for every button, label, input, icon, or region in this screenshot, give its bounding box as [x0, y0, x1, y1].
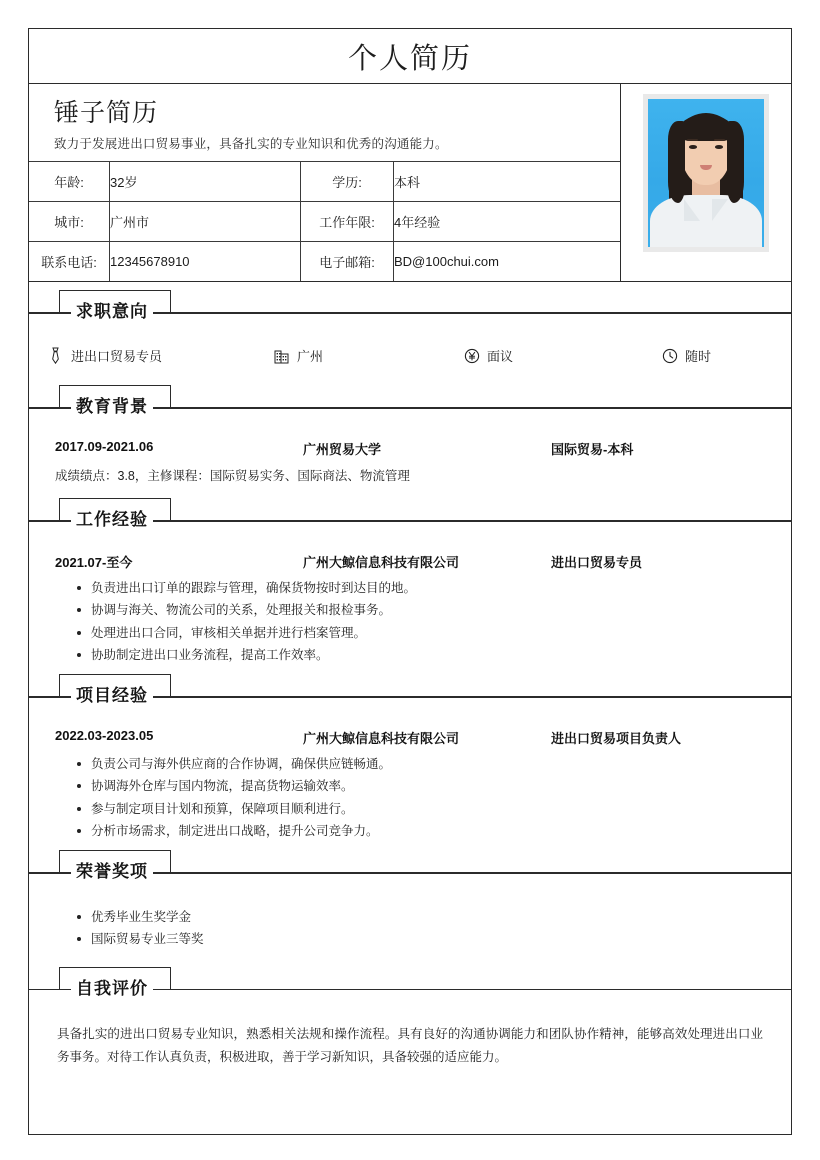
info-label-education: 学历:: [301, 162, 394, 202]
section-title-education: 教育背景: [71, 392, 153, 417]
intent-availability: [661, 346, 711, 365]
education-school: 广州贸易大学: [303, 442, 382, 457]
education-entry-header: [55, 433, 765, 462]
table-row: [29, 242, 620, 282]
intent-salary: [463, 346, 661, 365]
building-icon: [273, 347, 290, 364]
intent-position: [47, 346, 273, 365]
info-label-age: 年龄:: [29, 162, 110, 202]
work-entry-header: [55, 546, 765, 575]
section-project-experience: [29, 680, 791, 842]
avatar: [643, 94, 769, 252]
section-header-project: [29, 680, 791, 714]
project-role: 进出口贸易项目负责人: [551, 731, 682, 746]
info-value-phone: 12345678910: [110, 242, 301, 282]
summary-body: [29, 1007, 791, 1069]
section-header-job-intent: [29, 296, 791, 330]
list-item: 协调海外仓库与国内物流，提高货物运输效率。: [77, 775, 765, 797]
education-major: 国际贸易-本科: [551, 442, 634, 457]
section-title-work: 工作经验: [71, 505, 153, 530]
page-title: 个人简历: [347, 42, 472, 75]
basic-info-table: [29, 161, 620, 281]
work-role: 进出口贸易专员: [551, 555, 643, 570]
education-date: 2017.09-2021.06: [55, 439, 154, 454]
intent-salary-text: 面议: [487, 349, 514, 364]
list-item: 参与制定项目计划和预算，保障项目顺利进行。: [77, 798, 765, 820]
section-self-summary: [29, 973, 791, 1069]
clock-icon: [661, 347, 678, 364]
section-header-work: [29, 504, 791, 538]
project-bullet-list: [55, 753, 765, 842]
intent-city-text: 广州: [297, 349, 324, 364]
list-item: 负责进出口订单的跟踪与管理，确保货物按时到达目的地。: [77, 577, 765, 599]
list-item: 分析市场需求，制定进出口战略，提升公司竞争力。: [77, 820, 765, 842]
info-value-email: BD@100chui.com: [394, 242, 621, 282]
list-item: 优秀毕业生奖学金: [77, 906, 765, 928]
section-job-intent: [29, 296, 791, 377]
section-title-honors: 荣誉奖项: [71, 857, 153, 882]
info-value-city: 广州市: [110, 202, 301, 242]
list-item: 协调与海关、物流公司的关系，处理报关和报检事务。: [77, 599, 765, 621]
work-date: 2021.07-至今: [55, 555, 133, 570]
intent-availability-text: 随时: [685, 349, 712, 364]
section-header-summary: [29, 973, 791, 1007]
list-item: 国际贸易专业三等奖: [77, 928, 765, 950]
list-item: 负责公司与海外供应商的合作协调，确保供应链畅通。: [77, 753, 765, 775]
list-item: 处理进出口合同，审核相关单据并进行档案管理。: [77, 622, 765, 644]
section-title-project: 项目经验: [71, 681, 153, 706]
section-title-job-intent: 求职意向: [71, 297, 153, 322]
info-value-education: 本科: [394, 162, 621, 202]
yen-circle-icon: [463, 347, 480, 364]
project-company: 广州大鲸信息科技有限公司: [303, 731, 460, 746]
section-work-experience: [29, 504, 791, 666]
work-bullet-list: [55, 577, 765, 666]
job-intent-row: [29, 330, 791, 377]
education-detail: 成绩绩点：3.8，主修课程：国际贸易实务、国际商法、物流管理: [55, 469, 410, 483]
table-row: [29, 202, 620, 242]
resume-title-bar: [29, 29, 791, 84]
info-value-experience: 4年经验: [394, 202, 621, 242]
section-education: [29, 391, 791, 490]
identity-block: [29, 84, 791, 282]
info-label-experience: 工作年限:: [301, 202, 394, 242]
candidate-tagline: 致力于发展进出口贸易事业，具备扎实的专业知识和优秀的沟通能力。: [54, 137, 448, 152]
project-body: [29, 714, 791, 842]
honors-body: [29, 890, 791, 951]
id-photo-image: [648, 99, 764, 247]
tie-icon: [47, 347, 64, 364]
summary-text: 具备扎实的进出口贸易专业知识，熟悉相关法规和操作流程。具有良好的沟通协调能力和团队协作精神，能够高效处理进出口业务事务。对待工作认真负责，积极进取，善于学习新知识，具备较强的适应能力。: [57, 1026, 763, 1064]
work-body: [29, 538, 791, 666]
info-label-city: 城市:: [29, 202, 110, 242]
section-honors: [29, 856, 791, 951]
info-label-phone: 联系电话:: [29, 242, 110, 282]
identity-left: [29, 84, 621, 281]
section-header-education: [29, 391, 791, 425]
name-block: [29, 84, 620, 161]
project-date: 2022.03-2023.05: [55, 728, 154, 743]
work-company: 广州大鲸信息科技有限公司: [303, 555, 460, 570]
list-item: 协助制定进出口业务流程，提高工作效率。: [77, 644, 765, 666]
info-value-age: 32岁: [110, 162, 301, 202]
project-entry-header: [55, 722, 765, 751]
education-body: [29, 425, 791, 490]
honors-bullet-list: [55, 906, 765, 951]
resume-page: [28, 28, 792, 1135]
candidate-name: 锤子简历: [54, 99, 159, 127]
section-title-summary: 自我评价: [71, 974, 153, 999]
intent-position-text: 进出口贸易专员: [71, 349, 163, 364]
table-row: [29, 162, 620, 202]
intent-city: [273, 346, 463, 365]
section-header-honors: [29, 856, 791, 890]
identity-right: [621, 84, 791, 281]
info-label-email: 电子邮箱:: [301, 242, 394, 282]
